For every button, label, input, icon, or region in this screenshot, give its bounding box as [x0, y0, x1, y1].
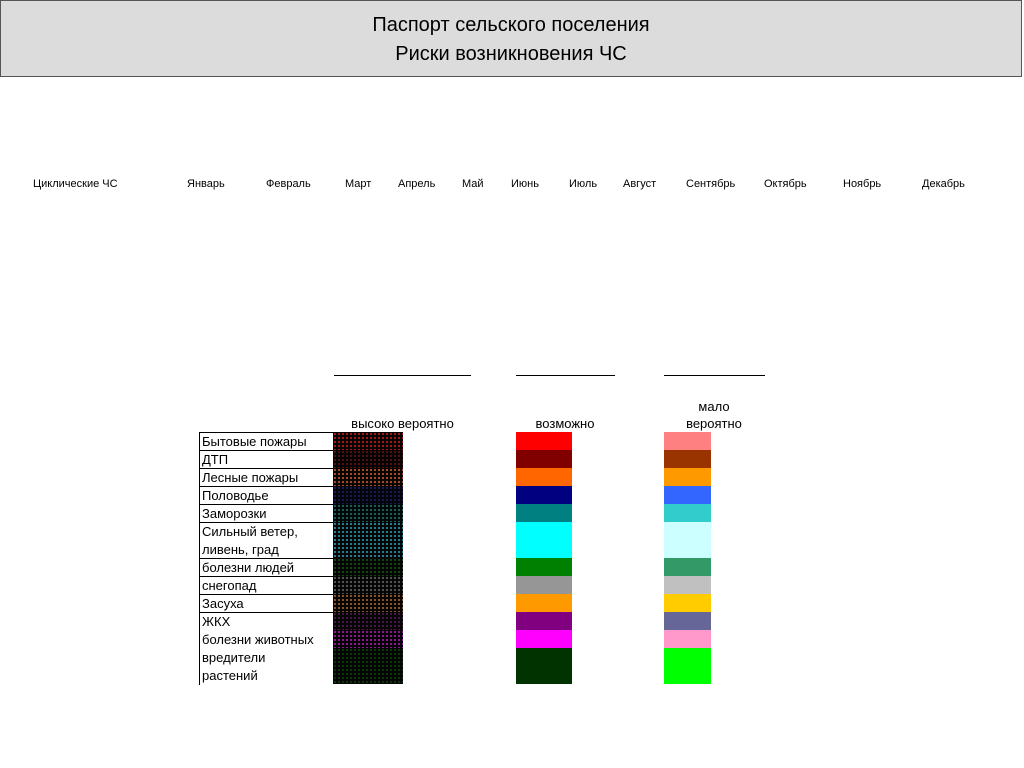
- legend-rule-medium: [516, 375, 615, 376]
- swatch-low: [664, 558, 711, 576]
- risk-label: снегопад: [200, 577, 334, 595]
- swatch-medium: [516, 486, 572, 504]
- risk-label: Лесные пожары: [200, 469, 334, 487]
- month-july: Июль: [569, 178, 598, 190]
- swatch-low: [664, 522, 711, 558]
- swatch-low: [664, 576, 711, 594]
- legend-rule-low: [664, 375, 765, 376]
- risk-label: [200, 523, 334, 559]
- legend-rule-high: [334, 375, 471, 376]
- legend-low-label-line1: мало: [698, 399, 730, 414]
- month-october: Октябрь: [764, 178, 807, 190]
- swatch-low: [664, 648, 711, 684]
- month-may: Май: [462, 178, 484, 190]
- month-september: Сентябрь: [686, 178, 736, 190]
- swatch-medium: [516, 468, 572, 486]
- swatch-high: [333, 576, 403, 594]
- swatch-low: [664, 432, 711, 450]
- swatch-high: [333, 558, 403, 576]
- page-subtitle: Риски возникновения ЧС: [395, 43, 627, 65]
- page-header: [0, 0, 1022, 77]
- risk-label: Бытовые пожары: [200, 433, 334, 451]
- month-june: Июнь: [511, 178, 539, 190]
- swatch-column-high: [333, 432, 403, 684]
- risk-label: Засуха: [200, 595, 334, 613]
- swatch-low: [664, 594, 711, 612]
- risk-label: [200, 649, 334, 685]
- swatch-high: [333, 486, 403, 504]
- swatch-medium: [516, 648, 572, 684]
- swatch-low: [664, 630, 711, 648]
- swatch-high: [333, 468, 403, 486]
- swatch-high: [333, 522, 403, 558]
- risk-label: болезни людей: [200, 559, 334, 577]
- risk-label: ЖКХ: [202, 614, 231, 629]
- swatch-column-low: [664, 432, 711, 684]
- month-header-row: [0, 178, 1024, 192]
- swatch-high: [333, 432, 403, 450]
- swatch-medium: [516, 522, 572, 558]
- risk-label: болезни животных: [202, 632, 314, 647]
- month-august: Август: [623, 178, 657, 190]
- swatch-high: [333, 450, 403, 468]
- risk-label-line2: растений: [202, 668, 258, 683]
- risk-label-line1: вредители: [202, 650, 266, 665]
- swatch-low: [664, 486, 711, 504]
- swatch-low: [664, 450, 711, 468]
- risk-label-line2: ливень, град: [202, 542, 279, 557]
- month-january: Январь: [187, 178, 225, 190]
- cyclic-emergencies-label: Циклические ЧС: [33, 178, 118, 190]
- risk-labels: [199, 432, 334, 685]
- month-march: Март: [345, 178, 372, 190]
- swatch-medium: [516, 594, 572, 612]
- legend-high-label: высоко вероятно: [351, 416, 454, 431]
- month-november: Ноябрь: [843, 178, 882, 190]
- legend-medium-label: возможно: [535, 416, 595, 431]
- swatch-high: [333, 612, 403, 630]
- risk-label-line1: Сильный ветер,: [202, 524, 298, 539]
- swatch-medium: [516, 612, 572, 630]
- risk-label: ДТП: [200, 451, 334, 469]
- month-april: Апрель: [398, 178, 436, 190]
- legend-low-label: [664, 398, 764, 432]
- month-december: Декабрь: [922, 178, 965, 190]
- month-february: Февраль: [266, 178, 311, 190]
- page-title: Паспорт сельского поселения: [372, 14, 650, 36]
- swatch-low: [664, 504, 711, 522]
- legend-low-label-line2: вероятно: [686, 416, 742, 431]
- swatch-high: [333, 648, 403, 684]
- swatch-medium: [516, 558, 572, 576]
- swatch-high: [333, 630, 403, 648]
- swatch-column-medium: [516, 432, 572, 684]
- swatch-medium: [516, 450, 572, 468]
- swatch-medium: [516, 630, 572, 648]
- risk-label: Половодье: [200, 487, 334, 505]
- swatch-medium: [516, 576, 572, 594]
- swatch-low: [664, 612, 711, 630]
- risk-label: Заморозки: [200, 505, 334, 523]
- swatch-medium: [516, 432, 572, 450]
- swatch-low: [664, 468, 711, 486]
- swatch-high: [333, 504, 403, 522]
- swatch-high: [333, 594, 403, 612]
- swatch-medium: [516, 504, 572, 522]
